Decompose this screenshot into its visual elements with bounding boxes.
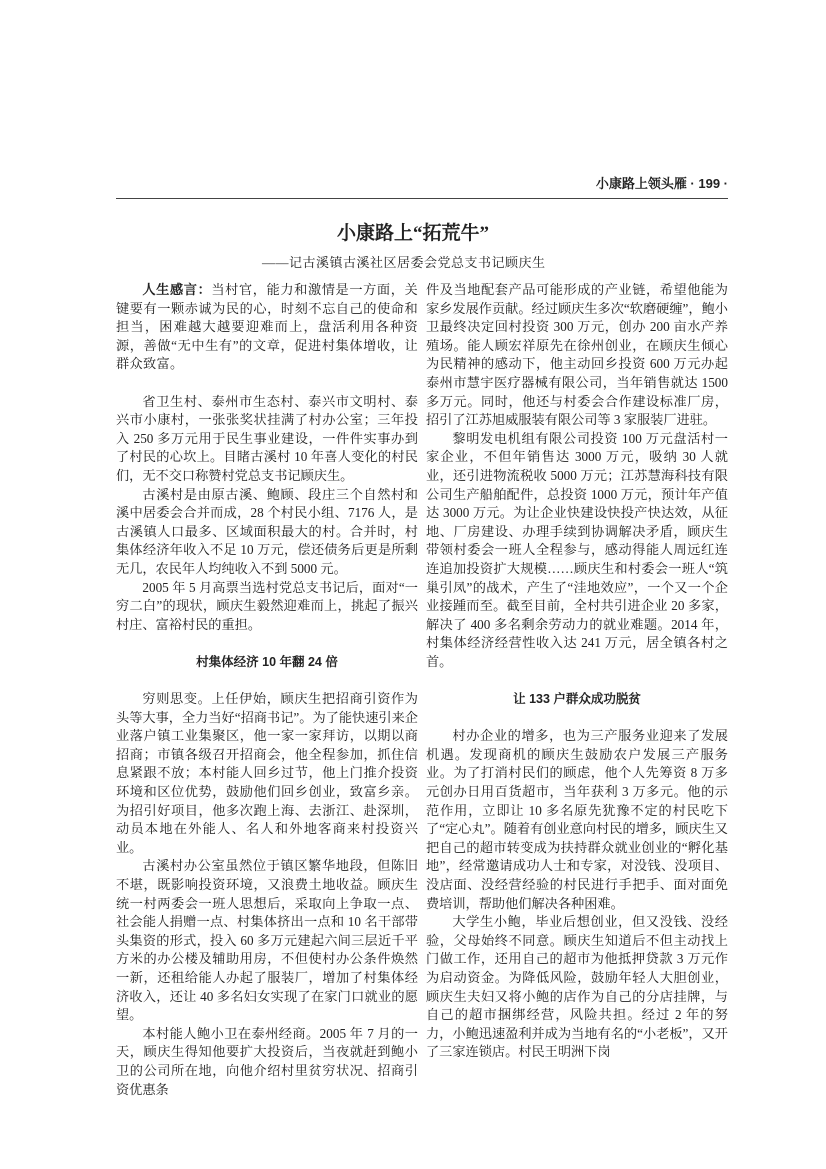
left-column [116, 281, 418, 1099]
paragraph: 村办企业的增多，也为三产服务业迎来了发展机遇。发现商机的顾庆生鼓励农户发展三产服务业。为了打消村民们的顾虑，他个人先筹资 8 万多元创办日用百货超市，当年获利 3 万多元。他的示范作用，立即让 10 多名原先犹豫不定的村民吃下了“定心丸”。随着有创业意向村民的增多，顾庆生又把自己的超市转变成为扶持群众就业创业的“孵化基地”，经常邀请成功人士和专家，对没钱、没项目、没店面、没经营经验的村民进行手把手、面对面免费培训，帮助他们解决各种困难。 [426, 728, 728, 911]
paragraph: 本村能人鲍小卫在泰州经商。2005 年 7 月的一天，顾庆生得知他要扩大投资后，当夜就赶到鲍小卫的公司所在地，向他介绍村里贫穷状况、招商引资优惠条 [116, 1025, 418, 1097]
right-column [426, 281, 728, 1062]
article-subtitle: ——记古溪镇古溪社区居委会党总支书记顾庆生 [262, 255, 546, 270]
section-heading: 村集体经济 10 年翻 24 倍 [196, 654, 338, 669]
paragraph: 省卫生村、泰州市生态村、泰兴市文明村、泰兴市小康村，一张张奖状挂满了村办公室；三年投入 250 多万元用于民生事业建设，一件件实事办到了村民的心坎上。目睹古溪村 10 年喜人变化的村民们，无不交口称赞村党总支书记顾庆生。 [116, 393, 418, 483]
motto-label: 人生感言： [142, 282, 212, 297]
section-heading: 让 133 户群众成功脱贫 [513, 692, 641, 707]
paragraph: 黎明发电机组有限公司投资 100 万元盘活村一家企业，不但年销售达 3000 万元，吸纳 30 人就业，还引进物流税收 5000 万元；江苏慧海科技有限公司生产船舶配件，总投资 1000 万元，预计年产值达 3000 万元。为让企业快建设快投产快达效，从征地、厂房建设、办理手续到协调解决矛盾，顾庆生带领村委会一班人全程参与，感动得能人周远红连连追加投资扩大规模……顾庆生和村委会一班人“筑巢引凤”的战术，产生了“洼地效应”，一个又一个企业接踵而至。截至目前，全村共引进企业 20 多家，解决了 400 多名剩余劳动力的就业难题。2014 年，村集体经济经营性收入达 241 万元，居全镇各村之首。 [426, 430, 728, 669]
paragraph: 2005 年 5 月高票当选村党总支书记后，面对“一穷二白”的现状，顾庆生毅然迎难而上，挑起了振兴村庄、富裕村民的重担。 [116, 579, 418, 632]
article-title: 小康路上“拓荒牛” [336, 223, 489, 244]
motto-paragraph [116, 281, 418, 374]
paragraph: 穷则思变。上任伊始，顾庆生把招商引资作为头等大事，全力当好“招商书记”。为了能快速引来企业落户镇工业集聚区，他一家一家拜访，以期以商招商；市镇各级召开招商会，他全程参加，抓住信息紧跟不放；本村能人回乡过节，他上门推介投资环境和区位优势，鼓励他们回乡创业，致富乡亲。为招引好项目，他多次跑上海、去浙江、赴深圳，动员本地在外能人、名人和外地客商来村投资兴业。 [116, 691, 418, 855]
paragraph: 古溪村办公室虽然位于镇区繁华地段，但陈旧不堪，既影响投资环境，又浪费土地收益。顾庆生统一村两委会一班人思想后，采取向上争取一点、社会能人捐赠一点、村集体挤出一点和 10 名干部带头集资的形式，投入 60 多万元建起六间三层近千平方米的办公楼及辅助用房，不但使村办公条件焕然一新，还租给能人办起了服装厂，增加了村集体经济收入，还让 40 多名妇女实现了在家门口就业的愿望。 [116, 858, 418, 1023]
motto-text: 当村官，能力和激情是一方面，关键要有一颗赤诚为民的心，时刻不忘自己的使命和担当，困难越大越要迎难而上，盘活利用各种资源，善做“无中生有”的文章，促进村集体增收，让群众致富。 [116, 282, 419, 372]
paragraph-continuation: 件及当地配套产品可能形成的产业链，希望他能为家乡发展作贡献。经过顾庆生多次“软磨硬缠”，鲍小卫最终决定回村投资 300 万元，创办 200 亩水产养殖场。能人顾宏祥原先在徐州创业，在顾庆生倾心为民精神的感动下，他主动回乡投资 600 万元办起泰州市慧宇医疗器械有限公司，当年销售就达 1500 多万元。同时，他还与村委会合作建设标准厂房，招引了江苏旭威服装有限公司等 3 家服装厂进驻。 [426, 282, 728, 428]
paragraph: 古溪村是由原古溪、鲍顾、段庄三个自然村和溪中居委会合并而成，28 个村民小组、7176 人，是古溪镇人口最多、区域面积最大的村。合并时，村集体经济年收入不足 10 万元，偿还债务后更是所剩无几，农民年人均纯收入不到 5000 元。 [116, 486, 418, 576]
running-header: 小康路上领头雁 · 199 · [595, 176, 728, 191]
paragraph: 大学生小鲍，毕业后想创业，但又没钱、没经验，父母始终不同意。顾庆生知道后不但主动找上门做工作，还用自己的超市为他抵押贷款 3 万元作为启动资金。为降低风险，鼓励年轻人大胆创业，顾庆生夫妇又将小鲍的店作为自己的分店挂牌，与自己的超市捆绑经营，风险共担。经过 2 年的努力，小鲍迅速盈利并成为当地有名的“小老板”，又开了三家连锁店。村民王明洲下岗 [426, 914, 728, 1060]
header-rule [116, 198, 728, 199]
